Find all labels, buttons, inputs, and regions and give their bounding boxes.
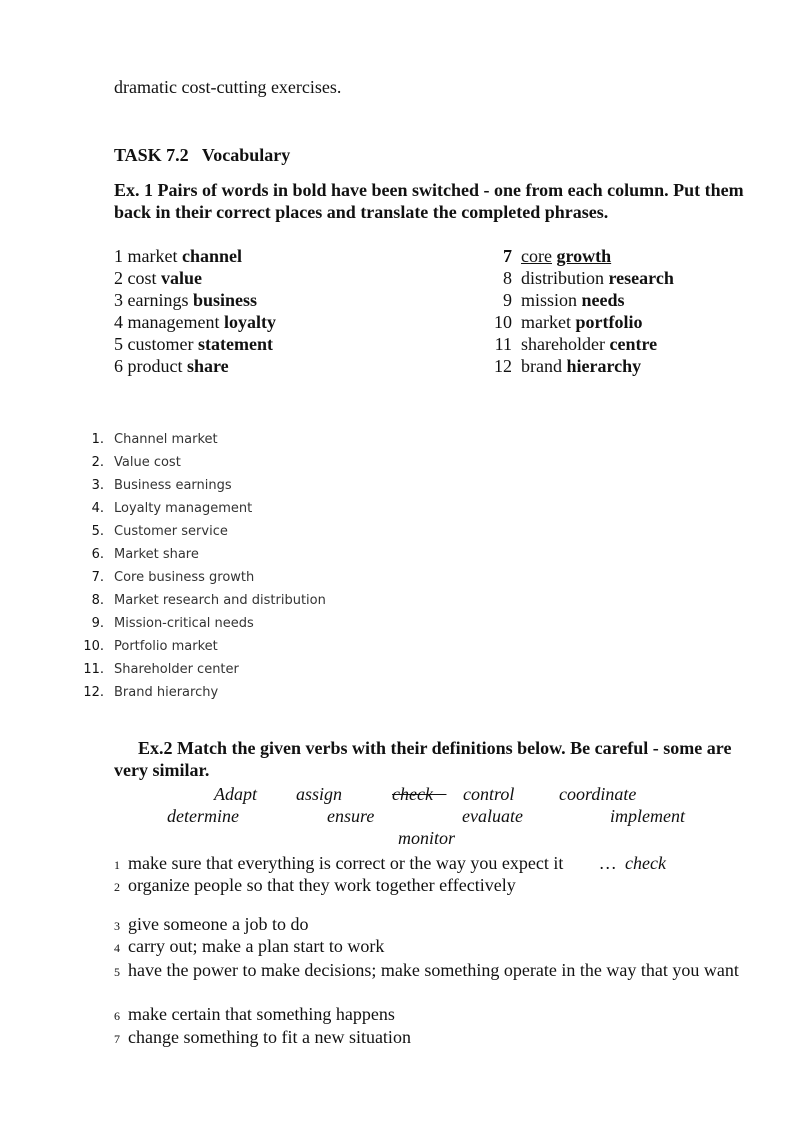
list-item: 12 brand hierarchy bbox=[494, 356, 642, 376]
definition-item: 4 carry out; make a plan start to work bbox=[114, 936, 385, 956]
definition-item: 1 make sure that everything is correct or the way you expect it bbox=[114, 853, 564, 873]
ex2-instruction: Ex.2 Match the given verbs with their definitions below. Be careful - some are very similar. bbox=[114, 738, 732, 780]
list-item: 2 cost value bbox=[114, 268, 203, 288]
definition-item: 5 have the power to make decisions; make something operate in the way that you want bbox=[114, 960, 739, 980]
list-item: 1. Channel market bbox=[91, 432, 218, 447]
ex1-left-column bbox=[114, 245, 276, 377]
list-item: 1 market channel bbox=[114, 246, 242, 266]
verb-evaluate: evaluate bbox=[462, 806, 523, 826]
list-item: 2. Value cost bbox=[91, 455, 181, 470]
list-item: 8 distribution research bbox=[503, 268, 674, 288]
definition-answer: … check bbox=[600, 853, 666, 873]
list-item: 12. Brand hierarchy bbox=[83, 685, 219, 700]
list-item: 9 mission needs bbox=[503, 290, 625, 310]
verb-determine: determine bbox=[167, 806, 239, 826]
list-item: 7 core growth bbox=[503, 246, 612, 266]
list-item: 11. Shareholder center bbox=[83, 662, 239, 677]
verb-ensure: ensure bbox=[327, 806, 375, 826]
list-item: 5. Customer service bbox=[91, 524, 228, 539]
list-item: 10 market portfolio bbox=[494, 312, 643, 332]
task-heading: TASK 7.2 Vocabulary bbox=[114, 145, 291, 165]
verb-assign: assign bbox=[296, 784, 343, 804]
list-item: 5 customer statement bbox=[114, 334, 273, 354]
list-item: 10. Portfolio market bbox=[83, 639, 218, 654]
list-item: 4. Loyalty management bbox=[91, 501, 253, 516]
definition-item: 2 organize people so that they work together effectively bbox=[114, 875, 516, 895]
verb-adapt: Adapt bbox=[214, 784, 257, 804]
list-item: 3. Business earnings bbox=[91, 478, 232, 493]
list-item: 11 shareholder centre bbox=[494, 334, 658, 354]
verb-monitor: monitor bbox=[398, 828, 456, 848]
list-item: 9. Mission-critical needs bbox=[91, 616, 254, 631]
verb-control: control bbox=[463, 784, 515, 804]
ex1-right-column bbox=[492, 245, 674, 377]
definition-item: 7 change something to fit a new situation bbox=[114, 1027, 411, 1047]
verb-implement: implement bbox=[610, 806, 685, 826]
ex1-answer-list bbox=[78, 428, 326, 704]
intro-tail-text: dramatic cost-cutting exercises. bbox=[114, 77, 342, 97]
list-item: 8. Market research and distribution bbox=[91, 593, 326, 608]
ex1-instruction: Ex. 1 Pairs of words in bold have been switched - one from each column. Put them back in their correct places and translate the completed phrases. bbox=[114, 180, 744, 222]
verb-coordinate: coordinate bbox=[559, 784, 637, 804]
list-item: 6 product share bbox=[114, 356, 229, 376]
list-item: 3 earnings business bbox=[114, 290, 258, 310]
list-item: 7. Core business growth bbox=[91, 570, 255, 585]
definition-item: 3 give someone a job to do bbox=[114, 914, 309, 934]
list-item: 6. Market share bbox=[91, 547, 199, 562]
verb-check: check bbox=[392, 784, 433, 804]
list-item: 4 management loyalty bbox=[114, 312, 276, 332]
definition-item: 6 make certain that something happens bbox=[114, 1004, 395, 1024]
